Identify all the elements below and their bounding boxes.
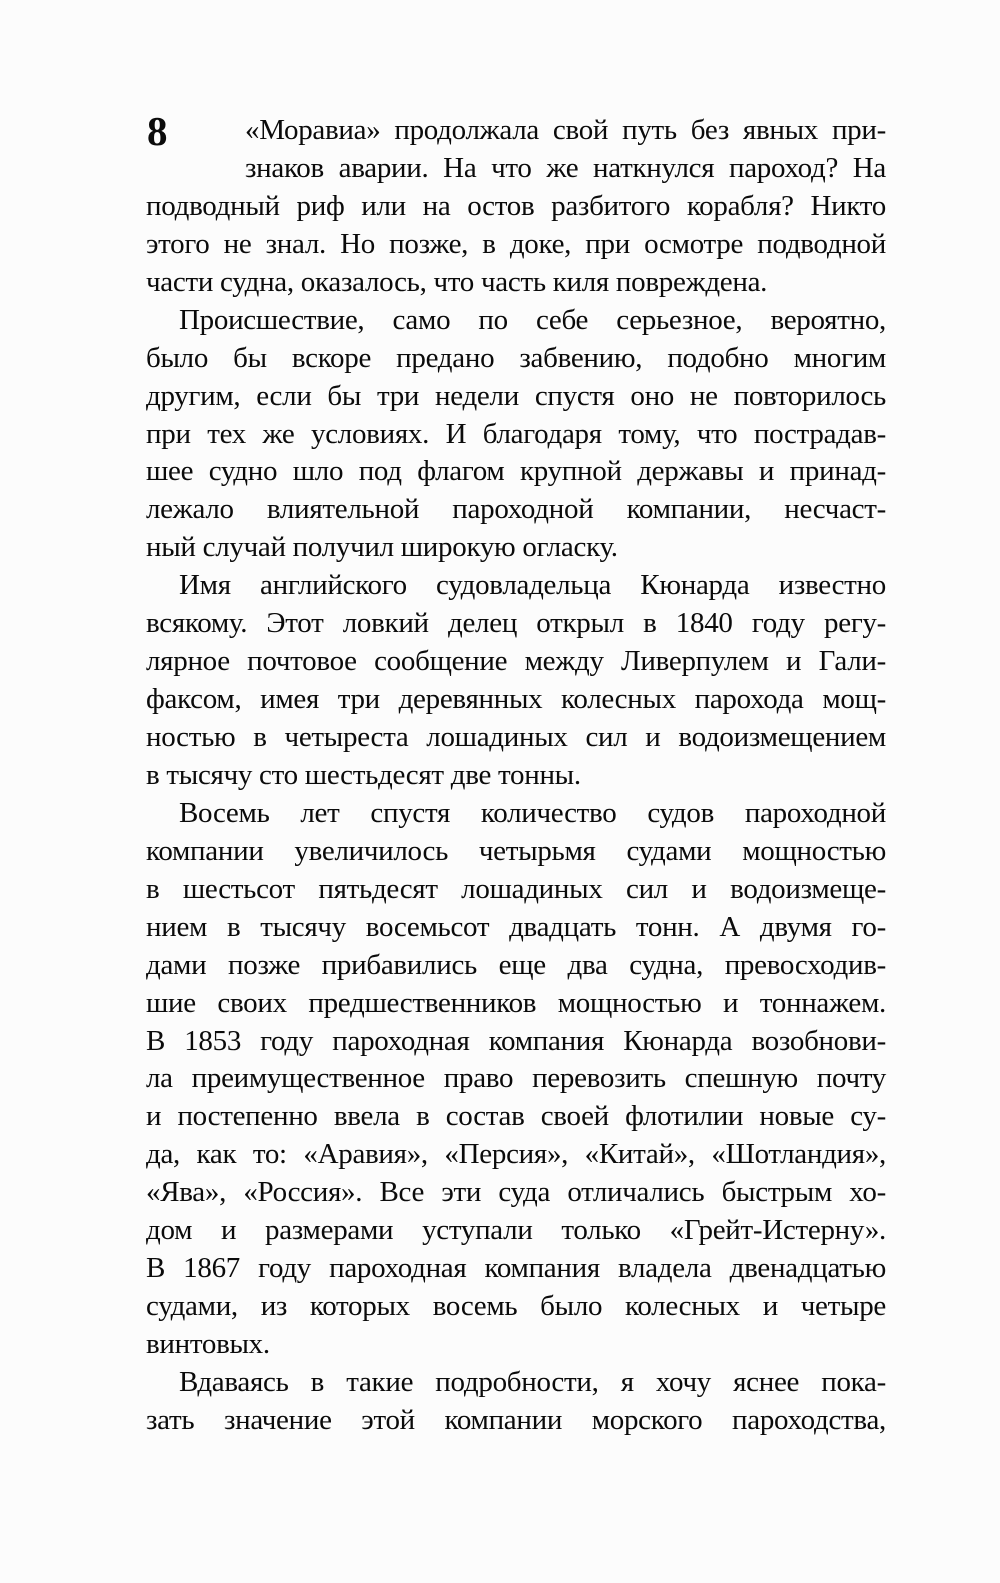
text-line-content: шее судно шло под флагом крупной державы и принад- — [146, 455, 886, 488]
text-line-content: знаков аварии. На что же наткнулся пароход? На — [245, 151, 886, 184]
text-line-content: Вдаваясь в такие подробности, я хочу яснее пока- — [179, 1365, 886, 1398]
text-line — [146, 108, 886, 154]
text-line-content: «Моравиа» продолжала свой путь без явных при- — [245, 114, 886, 146]
text-line — [146, 795, 886, 833]
text-line — [146, 947, 886, 985]
text-line — [146, 909, 886, 947]
text-line-content: факсом, имея три деревянных колесных парохода мощ- — [146, 683, 886, 716]
text-line — [146, 1250, 886, 1288]
text-line — [146, 643, 886, 681]
text-line-content: винтовых. — [146, 1328, 270, 1360]
text-line — [146, 567, 886, 605]
text-line-content: Восемь лет спустя количество судов пароходной — [179, 796, 886, 829]
text-line — [146, 1023, 886, 1061]
text-line — [146, 605, 886, 643]
text-line — [146, 871, 886, 909]
text-line-content: зать значение этой компании морского пароходства, — [146, 1403, 886, 1436]
text-line-content: «Ява», «Россия». Все эти суда отличались быстрым хо- — [146, 1176, 886, 1209]
text-line-content: В 1867 году пароходная компания владела двенадцатью — [146, 1252, 886, 1285]
text-line-content: и постепенно ввела в состав своей флотилии новые су- — [146, 1100, 886, 1133]
text-line-content: ностью в четыреста лошадиных сил и водоизмещением — [146, 721, 886, 753]
text-line-content: да, как то: «Аравия», «Персия», «Китай», «Шотландия», — [146, 1138, 886, 1171]
text-line — [146, 1288, 886, 1326]
text-line — [146, 1364, 886, 1402]
text-line — [146, 1098, 886, 1136]
page-number: 8 — [147, 108, 168, 154]
text-line — [146, 757, 886, 795]
text-line-content: в тысячу сто шестьдесят две тонны. — [146, 758, 581, 791]
text-line — [146, 1212, 886, 1250]
text-line-content: В 1853 году пароходная компания Кюнарда возобнови- — [146, 1024, 886, 1057]
text-line-content: лежало влиятельной пароходной компании, несчаст- — [146, 493, 886, 526]
text-line — [146, 833, 886, 871]
text-line-content: подводный риф или на остов разбитого корабля? Никто — [146, 189, 886, 222]
text-line — [146, 491, 886, 529]
text-line-content: Имя английского судовладельца Кюнарда известно — [179, 569, 886, 602]
text-line-content: части судна, оказалось, что часть киля повреждена. — [146, 265, 768, 298]
text-line-content: шие своих предшественников мощностью и тоннажем. — [146, 986, 886, 1019]
text-line — [146, 1326, 886, 1364]
text-line — [146, 1136, 886, 1174]
text-line-content: лярное почтовое сообщение между Ливерпулем и Гали- — [146, 645, 886, 678]
text-line-content: компании увеличилось четырьмя судами мощностью — [146, 834, 886, 867]
text-line-content: дами позже прибавились еще два судна, превосходив- — [146, 948, 886, 981]
text-line — [146, 719, 886, 757]
text-line — [146, 264, 886, 302]
text-block — [146, 108, 886, 1440]
text-line — [146, 529, 886, 567]
text-line — [146, 1060, 886, 1098]
text-line — [146, 226, 886, 264]
text-line-content: при тех же условиях. И благодаря тому, что пострадав- — [146, 417, 886, 450]
text-line — [146, 150, 886, 188]
text-line — [146, 453, 886, 491]
text-line-content: дом и размерами уступали только «Грейт-Истерну». — [146, 1214, 886, 1247]
text-line — [146, 416, 886, 454]
text-line-content: в шестьсот пятьдесят лошадиных сил и водоизмеще- — [146, 872, 886, 905]
text-line — [146, 1402, 886, 1440]
text-line — [146, 985, 886, 1023]
text-line-content: судами, из которых восемь было колесных и четыре — [146, 1290, 886, 1323]
text-line-content: нием в тысячу восемьсот двадцать тонн. А двумя го- — [146, 910, 886, 943]
text-line — [146, 188, 886, 226]
text-line — [146, 681, 886, 719]
text-line-content: ный случай получил широкую огласку. — [146, 531, 618, 564]
text-line-content: другим, если бы три недели спустя оно не повторилось — [146, 379, 886, 412]
text-line — [146, 1174, 886, 1212]
text-line — [146, 378, 886, 416]
text-line — [146, 302, 886, 340]
text-line-content: этого не знал. Но позже, в доке, при осмотре подводной — [146, 227, 886, 260]
text-line-content: Происшествие, само по себе серьезное, вероятно, — [179, 303, 886, 336]
text-line — [146, 340, 886, 378]
text-line-content: всякому. Этот ловкий делец открыл в 1840 году регу- — [146, 607, 886, 640]
text-line-content: было бы вскоре предано забвению, подобно многим — [146, 341, 886, 374]
text-line-content: ла преимущественное право перевозить спешную почту — [146, 1062, 886, 1095]
